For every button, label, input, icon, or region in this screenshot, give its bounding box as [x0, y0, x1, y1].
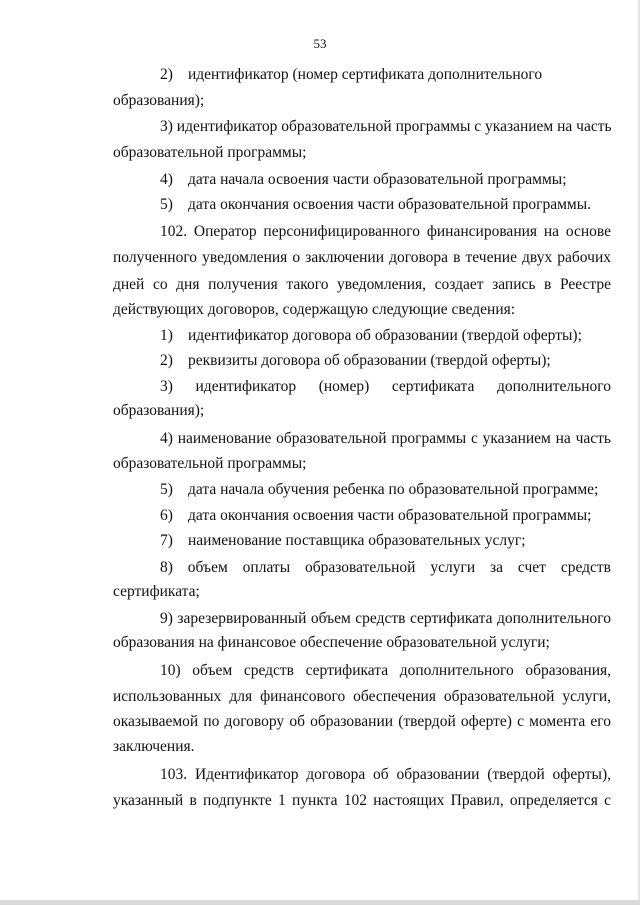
list-item	[160, 196, 591, 214]
page-number: 53	[313, 36, 327, 51]
item-number: 7)	[160, 532, 173, 549]
text-line: 103. Идентификатор договора об образовании (твердой оферты),	[160, 766, 611, 783]
item-text: наименование поставщика образовательных услуг;	[188, 532, 526, 549]
item-number: 1)	[160, 327, 173, 344]
list-item	[160, 171, 567, 189]
text-line: 102. Оператор персонифицированного финансирования на основе	[160, 223, 611, 240]
text-line: образовательной программы;	[113, 144, 307, 161]
text-line: указанный в подпункте 1 пункта 102 настоящих Правил, определяется с	[113, 792, 611, 809]
text-line: 4) наименование образовательной программы с указанием на часть	[160, 430, 611, 447]
list-item	[160, 481, 598, 499]
text-line: 10) объем средств сертификата дополнительного образования,	[160, 662, 611, 679]
item-text: дата начала обучения ребенка по образовательной программе;	[188, 481, 599, 498]
text-line: действующих договоров, содержащую следующие сведения:	[113, 301, 516, 318]
list-item	[160, 532, 526, 550]
list-item	[160, 327, 582, 345]
text-line: образовательной программы;	[113, 455, 307, 472]
item-number: 5)	[160, 196, 173, 213]
text-line: образования на финансовое обеспечение образовательной услуги;	[113, 634, 550, 651]
text-line: образования);	[113, 402, 205, 419]
item-number: 6)	[160, 507, 173, 524]
text-line: образования);	[113, 92, 205, 109]
list-item	[160, 66, 542, 84]
text-line: сертификата;	[113, 583, 200, 600]
text-line: 3) идентификатор образовательной программы с указанием на часть	[160, 118, 612, 135]
list-item	[160, 352, 551, 370]
item-number: 2)	[160, 352, 173, 369]
item-text: дата окончания освоения части образовательной программы;	[188, 507, 592, 524]
list-item	[160, 507, 591, 525]
item-number: 5)	[160, 481, 173, 498]
item-text: дата окончания освоения части образовательной программы.	[188, 196, 592, 213]
item-number: 2)	[160, 66, 173, 83]
text-line: заключения.	[113, 738, 195, 755]
text-line: 9) зарезервированный объем средств сертификата дополнительного	[160, 610, 611, 627]
item-text: дата начала освоения части образовательной программы;	[188, 171, 567, 188]
item-text: реквизиты договора об образовании (твердой оферты);	[188, 352, 551, 369]
text-line: дней со дня получения такого уведомления, создает запись в Реестре	[113, 276, 611, 293]
scan-edge-bottom	[0, 900, 640, 905]
text-line: использованных для финансового обеспечения образовательной услуги,	[113, 688, 611, 705]
item-text: идентификатор договора об образовании (твердой оферты);	[188, 327, 582, 344]
text-line: оказываемой по договору об образовании (твердой оферте) с момента его	[113, 713, 611, 730]
item-text: идентификатор (номер сертификата дополнительного	[188, 66, 543, 83]
item-number: 4)	[160, 171, 173, 188]
text-line: полученного уведомления о заключении договора в течение двух рабочих	[113, 249, 611, 266]
text-line: 3) идентификатор (номер) сертификата дополнительного	[160, 378, 611, 395]
text-line: 8) объем оплаты образовательной услуги за счет средств	[160, 559, 611, 576]
